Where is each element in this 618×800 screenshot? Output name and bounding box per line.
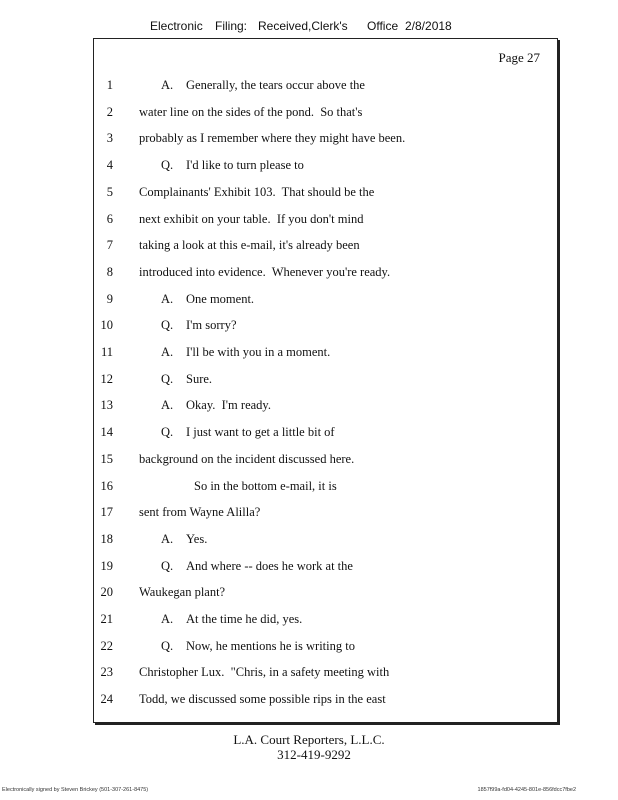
line-text: I'd like to turn please to [186, 158, 304, 173]
line-text: taking a look at this e-mail, it's already been [139, 238, 360, 253]
line-number: 24 [100, 692, 113, 707]
speaker-label: Q. [161, 158, 174, 173]
line-text: next exhibit on your table. If you don't mind [139, 211, 364, 226]
line-number: 5 [106, 184, 113, 199]
line-number: 15 [100, 451, 113, 466]
reporter-phone: 312-419-9292 [277, 747, 351, 762]
line-text: I'll be with you in a moment. [186, 345, 331, 359]
document-id: 1857f99a-fd04-4245-801e-856fdcc7fbe2 [477, 787, 576, 793]
electronic-signature: Electronically signed by Steven Brickey (501-307-261-8475) [2, 787, 149, 793]
speaker-label: Q. [161, 638, 174, 653]
line-number: 10 [100, 318, 113, 333]
transcript-line [94, 609, 557, 629]
transcript-line [94, 235, 557, 255]
filing-date: 2/8/2018 [405, 19, 452, 33]
transcript-line [94, 262, 557, 282]
speaker-label: Q. [161, 371, 174, 386]
transcript-line [94, 128, 557, 148]
filing-word-3: Received,Clerk's [258, 19, 348, 33]
speaker-label: Q. [161, 318, 174, 333]
line-text: So in the bottom e-mail, it is [194, 478, 337, 493]
line-text: Complainants' Exhibit 103. That should be the [139, 184, 375, 199]
page-number: Page 27 [498, 50, 540, 65]
line-number: 8 [106, 264, 113, 279]
line-text: Todd, we discussed some possible rips in the east [139, 692, 386, 707]
line-text: I just want to get a little bit of [186, 425, 335, 440]
line-text: Generally, the tears occur above the [186, 78, 365, 92]
line-text: Christopher Lux. "Chris, in a safety meeting with [139, 665, 390, 680]
speaker-label: A. [161, 612, 174, 626]
speaker-label: A. [161, 78, 174, 92]
line-number: 9 [106, 291, 113, 306]
speaker-label: Q. [161, 558, 174, 573]
line-text: Okay. I'm ready. [186, 398, 271, 413]
line-text: Waukegan plant? [139, 585, 226, 600]
line-number: 22 [100, 638, 113, 653]
line-number: 14 [100, 425, 113, 440]
line-number: 4 [106, 158, 113, 173]
line-text: One moment. [186, 291, 255, 306]
line-text: At the time he did, yes. [186, 612, 303, 626]
line-text: water line on the sides of the pond. So that's [139, 104, 363, 119]
line-text: background on the incident discussed here. [139, 451, 355, 466]
line-number: 21 [100, 612, 113, 626]
transcript-line [94, 289, 557, 309]
line-text: And where -- does he work at the [186, 558, 353, 573]
line-number: 20 [100, 585, 113, 600]
line-number: 13 [100, 398, 113, 413]
transcript-line [94, 395, 557, 415]
reporter-company: L.A. Court Reporters, L.L.C. [233, 732, 385, 747]
speaker-label: A. [161, 398, 174, 413]
transcript-line [94, 636, 557, 656]
line-text: Yes. [186, 531, 208, 546]
line-text: introduced into evidence. Whenever you're ready. [139, 264, 391, 279]
transcript-line [94, 689, 557, 709]
line-number: 17 [100, 505, 113, 520]
transcript-line [94, 422, 557, 442]
transcript-line [94, 182, 557, 202]
line-number: 18 [100, 531, 113, 546]
line-text: I'm sorry? [186, 318, 237, 333]
transcript-line [94, 209, 557, 229]
transcript-page [93, 38, 558, 723]
speaker-label: Q. [161, 425, 174, 440]
line-text: Sure. [186, 371, 213, 386]
line-number: 12 [100, 371, 113, 386]
transcript-line [94, 582, 557, 602]
line-number: 7 [106, 238, 113, 253]
speaker-label: A. [161, 345, 174, 359]
line-number: 16 [100, 478, 113, 493]
transcript-line [94, 155, 557, 175]
line-text: Now, he mentions he is writing to [186, 638, 355, 653]
speaker-label: A. [161, 531, 174, 546]
transcript-line [94, 662, 557, 682]
transcript-line [94, 315, 557, 335]
transcript-line [94, 556, 557, 576]
line-text: sent from Wayne Alilla? [139, 505, 261, 520]
transcript-line [94, 75, 557, 95]
speaker-label: A. [161, 291, 174, 306]
line-number: 19 [100, 558, 113, 573]
transcript-line [94, 529, 557, 549]
line-number: 3 [106, 131, 113, 146]
transcript-line [94, 502, 557, 522]
transcript-line [94, 342, 557, 362]
transcript-line [94, 476, 557, 496]
filing-word-1: Electronic [150, 19, 203, 33]
transcript-line [94, 369, 557, 389]
line-number: 11 [100, 345, 113, 359]
transcript-line [94, 102, 557, 122]
line-text: probably as I remember where they might have been. [139, 131, 406, 146]
line-number: 6 [106, 211, 113, 226]
filing-word-2: Filing: [215, 19, 248, 33]
transcript-line [94, 449, 557, 469]
line-number: 2 [106, 104, 113, 119]
filing-word-4: Office [367, 19, 399, 33]
line-number: 23 [100, 665, 113, 680]
line-number: 1 [106, 78, 113, 92]
filing-header [0, 19, 618, 37]
